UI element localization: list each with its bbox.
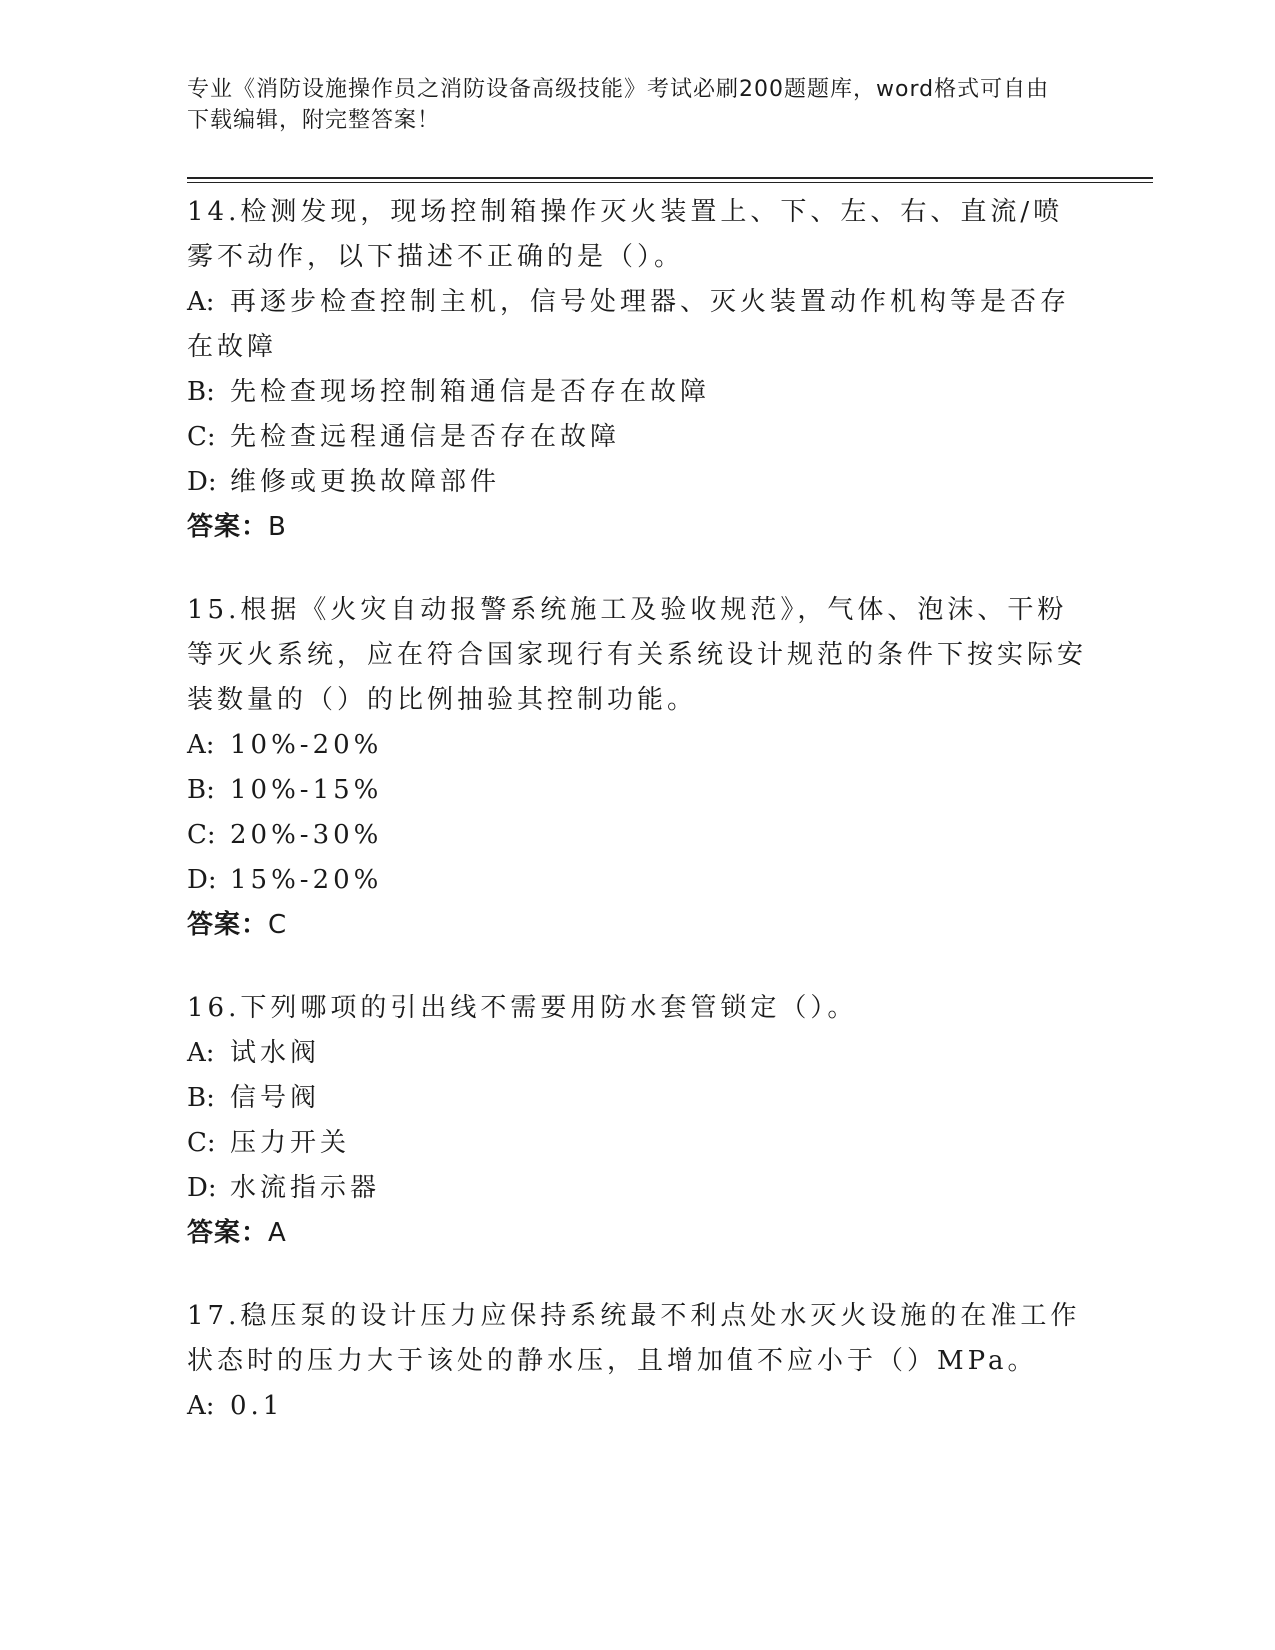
option-label: B: [187,377,215,407]
question-text: 检测发现，现场控制箱操作灭火装置上、下、左、右、直流/喷雾不动作，以下描述不正确的是（）。 [187,197,1064,272]
question-list [187,190,1087,1467]
question-text: 稳压泵的设计压力应保持系统最不利点处水灭火设施的在准工作状态时的压力大于该处的静水压，且增加值不应小于（）MPa。 [187,1301,1081,1376]
option-d [187,460,1087,505]
option-label: D: [187,467,217,497]
option-b [187,768,1087,813]
question-15 [187,588,1087,948]
option-text: 压力开关 [230,1128,351,1158]
option-c [187,415,1087,460]
option-text: 先检查远程通信是否存在故障 [230,422,621,452]
answer-line [187,903,1087,948]
question-stem [187,1294,1087,1384]
option-label: A: [187,1038,215,1068]
option-label: C: [187,422,216,452]
question-text: 根据《火灾自动报警系统施工及验收规范》，气体、泡沫、干粉等灭火系统，应在符合国家现行有关系统设计规范的条件下按实际安装数量的（）的比例抽验其控制功能。 [187,595,1088,715]
option-label: C: [187,1128,216,1158]
option-text: 20%-30% [230,820,383,850]
option-d [187,1166,1087,1211]
option-text: 15%-20% [230,865,383,895]
option-text: 10%-20% [230,730,383,760]
answer-label: 答案： [187,1218,269,1248]
option-text: 试水阀 [230,1038,321,1068]
option-text: 维修或更换故障部件 [230,467,501,497]
question-number: 15. [187,595,241,625]
answer-label: 答案： [187,910,269,940]
option-a [187,1031,1087,1076]
question-16 [187,986,1087,1256]
option-c [187,1121,1087,1166]
option-text: 水流指示器 [230,1173,381,1203]
header-divider-thick [187,177,1153,179]
document-header [187,74,1067,136]
option-a [187,723,1087,768]
option-c [187,813,1087,858]
option-label: B: [187,775,215,805]
question-14 [187,190,1087,550]
question-number: 14. [187,197,241,227]
option-b [187,370,1087,415]
option-text: 10%-15% [230,775,383,805]
option-label: D: [187,865,217,895]
question-text: 下列哪项的引出线不需要用防水套管锁定（）。 [240,993,858,1023]
option-text: 再逐步检查控制主机，信号处理器、灭火装置动作机构等是否存在故障 [187,287,1071,362]
option-text: 信号阀 [230,1083,321,1113]
header-divider-thin [187,182,1153,183]
option-label: D: [187,1173,217,1203]
answer-value: B [268,512,287,542]
question-stem [187,190,1087,280]
option-label: A: [187,730,215,760]
option-label: C: [187,820,216,850]
question-number: 16. [187,993,241,1023]
option-b [187,1076,1087,1121]
answer-line [187,505,1087,550]
option-label: A: [187,287,215,317]
answer-value: C [268,910,288,940]
question-17 [187,1294,1087,1429]
question-number: 17. [187,1301,241,1331]
option-d [187,858,1087,903]
option-a [187,280,1087,370]
option-text: 先检查现场控制箱通信是否存在故障 [230,377,711,407]
answer-value: A [268,1218,287,1248]
option-a [187,1384,1087,1429]
header-text: 专业《消防设施操作员之消防设备高级技能》考试必刷200题题库，word格式可自由下载编辑，附完整答案！ [187,77,1050,133]
question-stem [187,588,1087,723]
question-stem [187,986,1087,1031]
option-label: A: [187,1391,215,1421]
option-text: 0.1 [230,1391,284,1421]
answer-label: 答案： [187,512,269,542]
answer-line [187,1211,1087,1256]
option-label: B: [187,1083,215,1113]
